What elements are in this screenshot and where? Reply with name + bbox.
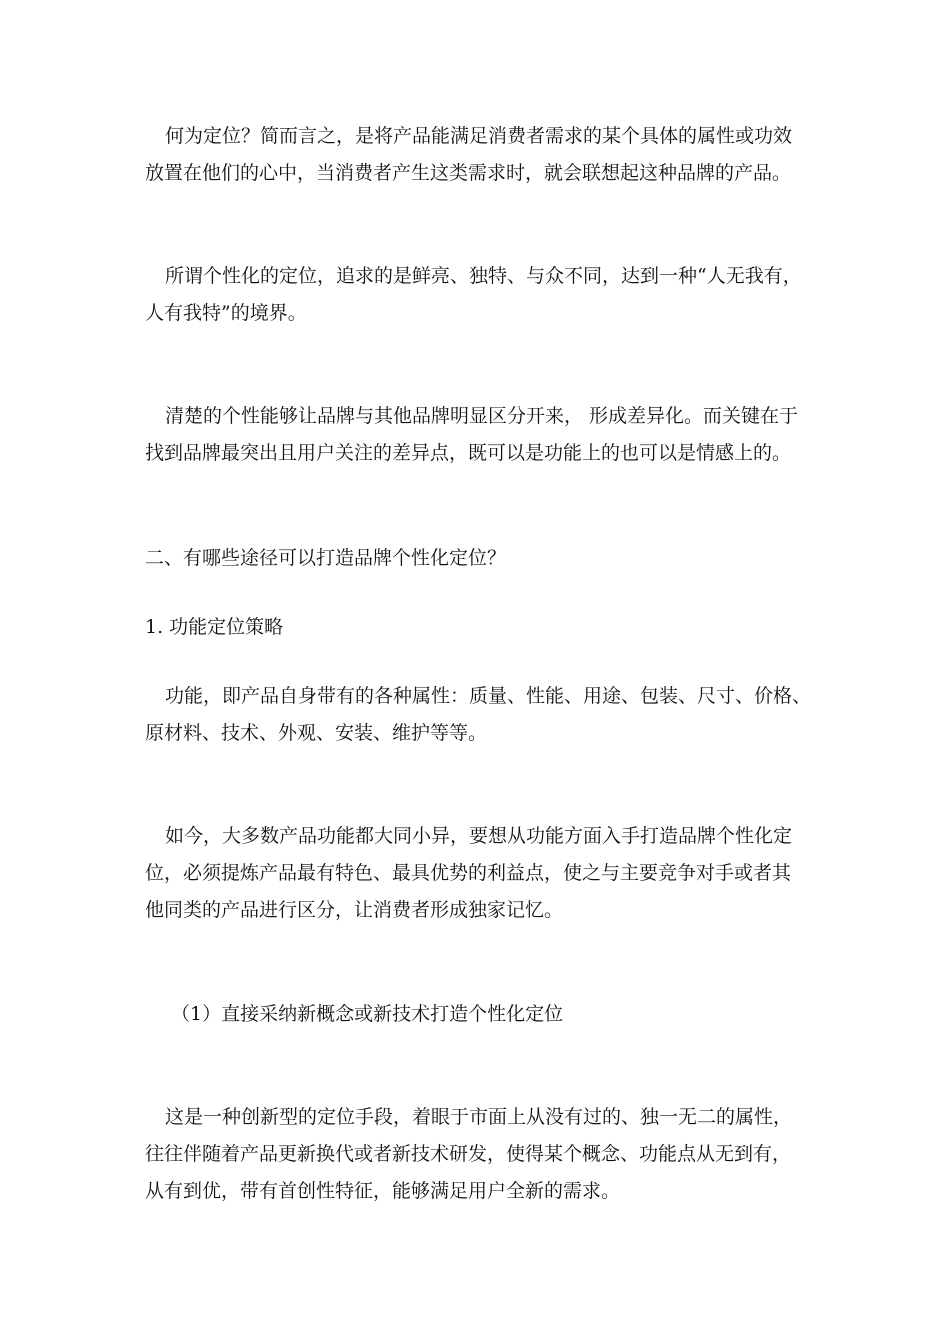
heading-text: 二、有哪些途径可以打造品牌个性化定位？ <box>145 547 507 569</box>
heading-text: （1）直接采纳新概念或新技术打造个性化定位 <box>171 1003 564 1025</box>
text-line: 往往伴随着产品更新换代或者新技术研发，使得某个概念、功能点从无到有， <box>145 1143 792 1165</box>
section-heading <box>145 540 815 577</box>
paragraph-definition <box>145 118 815 192</box>
text-line: 他同类的产品进行区分，让消费者形成独家记忆。 <box>145 899 564 921</box>
sub-subsection-heading <box>145 996 815 1033</box>
text-line: 功能，即产品自身带有的各种属性：质量、性能、用途、包装、尺寸、价格、 <box>165 685 812 707</box>
text-line: 所谓个性化的定位，追求的是鲜亮、独特、与众不同，达到一种“人无我有， <box>165 265 802 287</box>
text-line: 清楚的个性能够让品牌与其他品牌明显区分开来， 形成差异化。而关键在于 <box>165 405 799 427</box>
subsection-heading <box>145 609 815 646</box>
text-line: 位，必须提炼产品最有特色、最具优势的利益点，使之与主要竞争对手或者其 <box>145 862 792 884</box>
text-line: 找到品牌最突出且用户关注的差异点，既可以是功能上的也可以是情感上的。 <box>145 442 792 464</box>
text-line: 放置在他们的心中，当消费者产生这类需求时，就会联想起这种品牌的产品。 <box>145 162 792 184</box>
text-line: 原材料、技术、外观、安装、维护等等。 <box>145 722 488 744</box>
text-line: 如今，大多数产品功能都大同小异，要想从功能方面入手打造品牌个性化定 <box>165 825 793 847</box>
text-line: 从有到优，带有首创性特征，能够满足用户全新的需求。 <box>145 1180 621 1202</box>
heading-text: 1. 功能定位策略 <box>145 616 284 638</box>
paragraph-function-definition <box>145 678 815 752</box>
paragraph-function-strategy <box>145 818 815 929</box>
paragraph-innovation <box>145 1099 815 1210</box>
text-line: 这是一种创新型的定位手段，着眼于市面上从没有过的、独一无二的属性， <box>165 1106 793 1128</box>
paragraph-differentiation <box>145 398 815 472</box>
paragraph-personalized-positioning <box>145 258 815 332</box>
text-line: 人有我特”的境界。 <box>145 302 307 324</box>
text-line: 何为定位？简而言之，是将产品能满足消费者需求的某个具体的属性或功效 <box>165 125 793 147</box>
